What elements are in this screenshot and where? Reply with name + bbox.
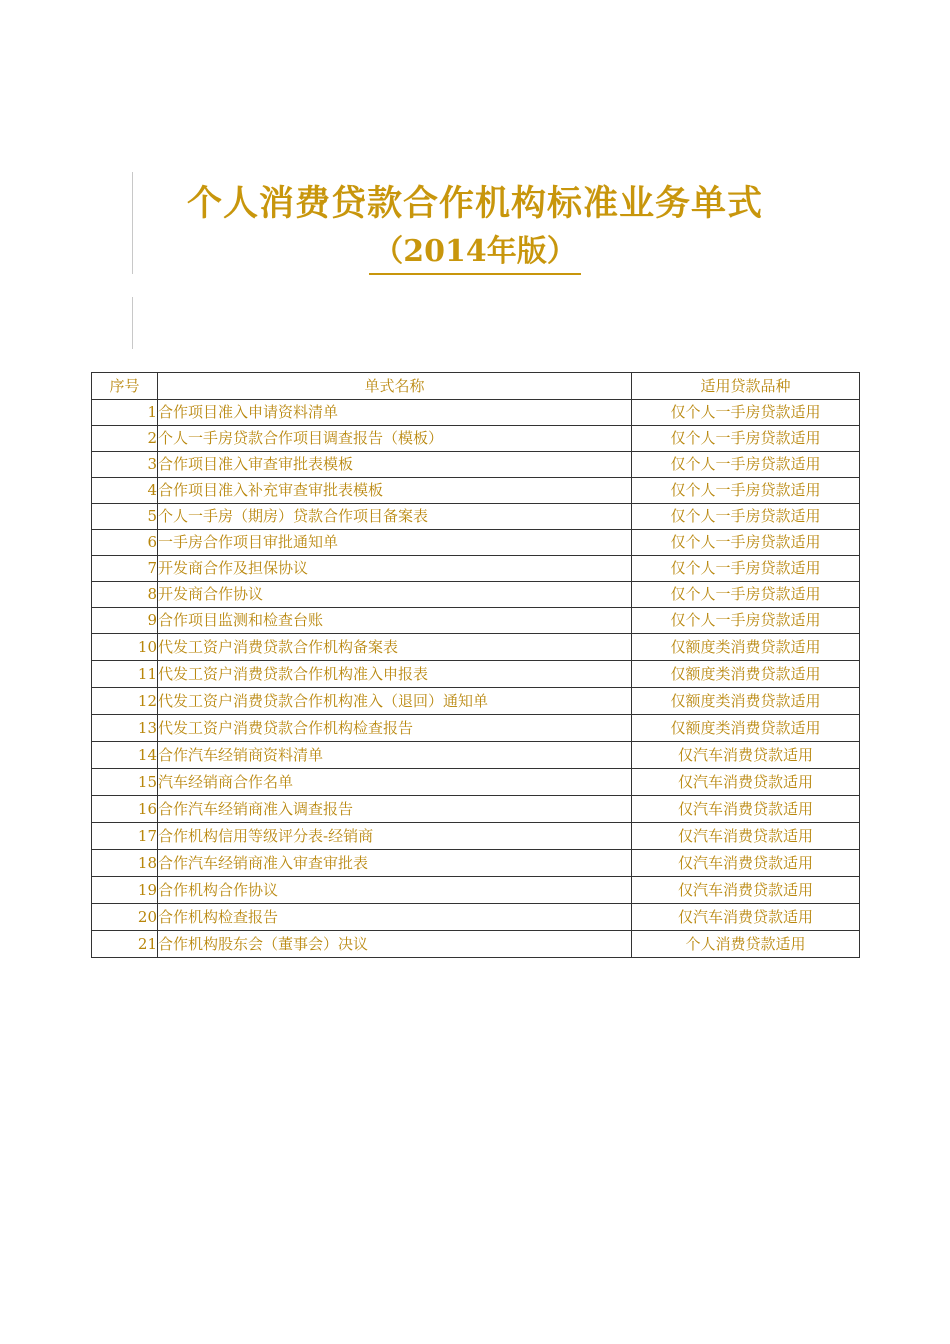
loan-type: 仅汽车消费贷款适用 (632, 769, 860, 796)
loan-type: 仅汽车消费贷款适用 (632, 796, 860, 823)
row-number: 3 (92, 452, 158, 478)
table-row (92, 556, 860, 582)
row-number: 5 (92, 504, 158, 530)
form-name: 合作汽车经销商准入调查报告 (158, 796, 632, 823)
row-number: 21 (92, 931, 158, 958)
loan-type: 仅额度类消费贷款适用 (632, 634, 860, 661)
loan-type: 仅汽车消费贷款适用 (632, 742, 860, 769)
form-name: 合作汽车经销商准入审查审批表 (158, 850, 632, 877)
table-row (92, 796, 860, 823)
table-row (92, 688, 860, 715)
form-name: 一手房合作项目审批通知单 (158, 530, 632, 556)
form-name: 合作机构股东会（董事会）决议 (158, 931, 632, 958)
row-number: 13 (92, 715, 158, 742)
loan-type: 仅汽车消费贷款适用 (632, 877, 860, 904)
row-number: 8 (92, 582, 158, 608)
row-number: 20 (92, 904, 158, 931)
row-number: 1 (92, 400, 158, 426)
loan-type: 仅个人一手房贷款适用 (632, 452, 860, 478)
row-number: 18 (92, 850, 158, 877)
row-number: 17 (92, 823, 158, 850)
form-name: 代发工资户消费贷款合作机构准入（退回）通知单 (158, 688, 632, 715)
row-number: 15 (92, 769, 158, 796)
form-name: 代发工资户消费贷款合作机构检查报告 (158, 715, 632, 742)
form-name: 合作项目准入补充审查审批表模板 (158, 478, 632, 504)
row-number: 6 (92, 530, 158, 556)
row-number: 19 (92, 877, 158, 904)
loan-type: 仅个人一手房贷款适用 (632, 426, 860, 452)
table-row (92, 608, 860, 634)
form-name: 代发工资户消费贷款合作机构准入申报表 (158, 661, 632, 688)
loan-type: 仅个人一手房贷款适用 (632, 400, 860, 426)
form-name: 汽车经销商合作名单 (158, 769, 632, 796)
forms-table (91, 372, 860, 958)
table-row (92, 715, 860, 742)
loan-type: 仅额度类消费贷款适用 (632, 715, 860, 742)
table-row (92, 850, 860, 877)
form-name: 合作机构信用等级评分表-经销商 (158, 823, 632, 850)
row-number: 12 (92, 688, 158, 715)
table-row (92, 452, 860, 478)
form-name: 开发商合作及担保协议 (158, 556, 632, 582)
loan-type: 仅汽车消费贷款适用 (632, 850, 860, 877)
form-name: 个人一手房（期房）贷款合作项目备案表 (158, 504, 632, 530)
row-number: 4 (92, 478, 158, 504)
row-number: 16 (92, 796, 158, 823)
row-number: 10 (92, 634, 158, 661)
header-no: 序号 (92, 373, 158, 400)
row-number: 11 (92, 661, 158, 688)
row-number: 2 (92, 426, 158, 452)
document-title: 个人消费贷款合作机构标准业务单式 (186, 183, 763, 224)
loan-type: 仅个人一手房贷款适用 (632, 530, 860, 556)
table-row (92, 400, 860, 426)
table-row (92, 426, 860, 452)
header-name: 单式名称 (158, 373, 632, 400)
table-row (92, 931, 860, 958)
table-row (92, 877, 860, 904)
loan-type: 仅个人一手房贷款适用 (632, 504, 860, 530)
document-subtitle: （2014年版） (369, 226, 581, 275)
loan-type: 仅汽车消费贷款适用 (632, 823, 860, 850)
table-row (92, 661, 860, 688)
loan-type: 个人消费贷款适用 (632, 931, 860, 958)
loan-type: 仅汽车消费贷款适用 (632, 904, 860, 931)
form-name: 合作机构合作协议 (158, 877, 632, 904)
table-row (92, 478, 860, 504)
loan-type: 仅额度类消费贷款适用 (632, 661, 860, 688)
margin-rule-bottom (132, 297, 133, 349)
subtitle-wrap (0, 226, 950, 275)
form-name: 合作汽车经销商资料清单 (158, 742, 632, 769)
table-row (92, 823, 860, 850)
table-row (92, 504, 860, 530)
loan-type: 仅个人一手房贷款适用 (632, 556, 860, 582)
loan-type: 仅个人一手房贷款适用 (632, 608, 860, 634)
row-number: 7 (92, 556, 158, 582)
table-row (92, 582, 860, 608)
header-type: 适用贷款品种 (632, 373, 860, 400)
loan-type: 仅额度类消费贷款适用 (632, 688, 860, 715)
row-number: 9 (92, 608, 158, 634)
table-row (92, 634, 860, 661)
form-name: 代发工资户消费贷款合作机构备案表 (158, 634, 632, 661)
form-name: 合作项目准入审查审批表模板 (158, 452, 632, 478)
table-row (92, 769, 860, 796)
form-name: 个人一手房贷款合作项目调查报告（模板） (158, 426, 632, 452)
form-name: 合作项目监测和检查台账 (158, 608, 632, 634)
loan-type: 仅个人一手房贷款适用 (632, 478, 860, 504)
table-row (92, 742, 860, 769)
table-row (92, 904, 860, 931)
table-row (92, 530, 860, 556)
form-name: 开发商合作协议 (158, 582, 632, 608)
row-number: 14 (92, 742, 158, 769)
form-name: 合作项目准入申请资料清单 (158, 400, 632, 426)
form-name: 合作机构检查报告 (158, 904, 632, 931)
table-header-row (92, 373, 860, 400)
loan-type: 仅个人一手房贷款适用 (632, 582, 860, 608)
